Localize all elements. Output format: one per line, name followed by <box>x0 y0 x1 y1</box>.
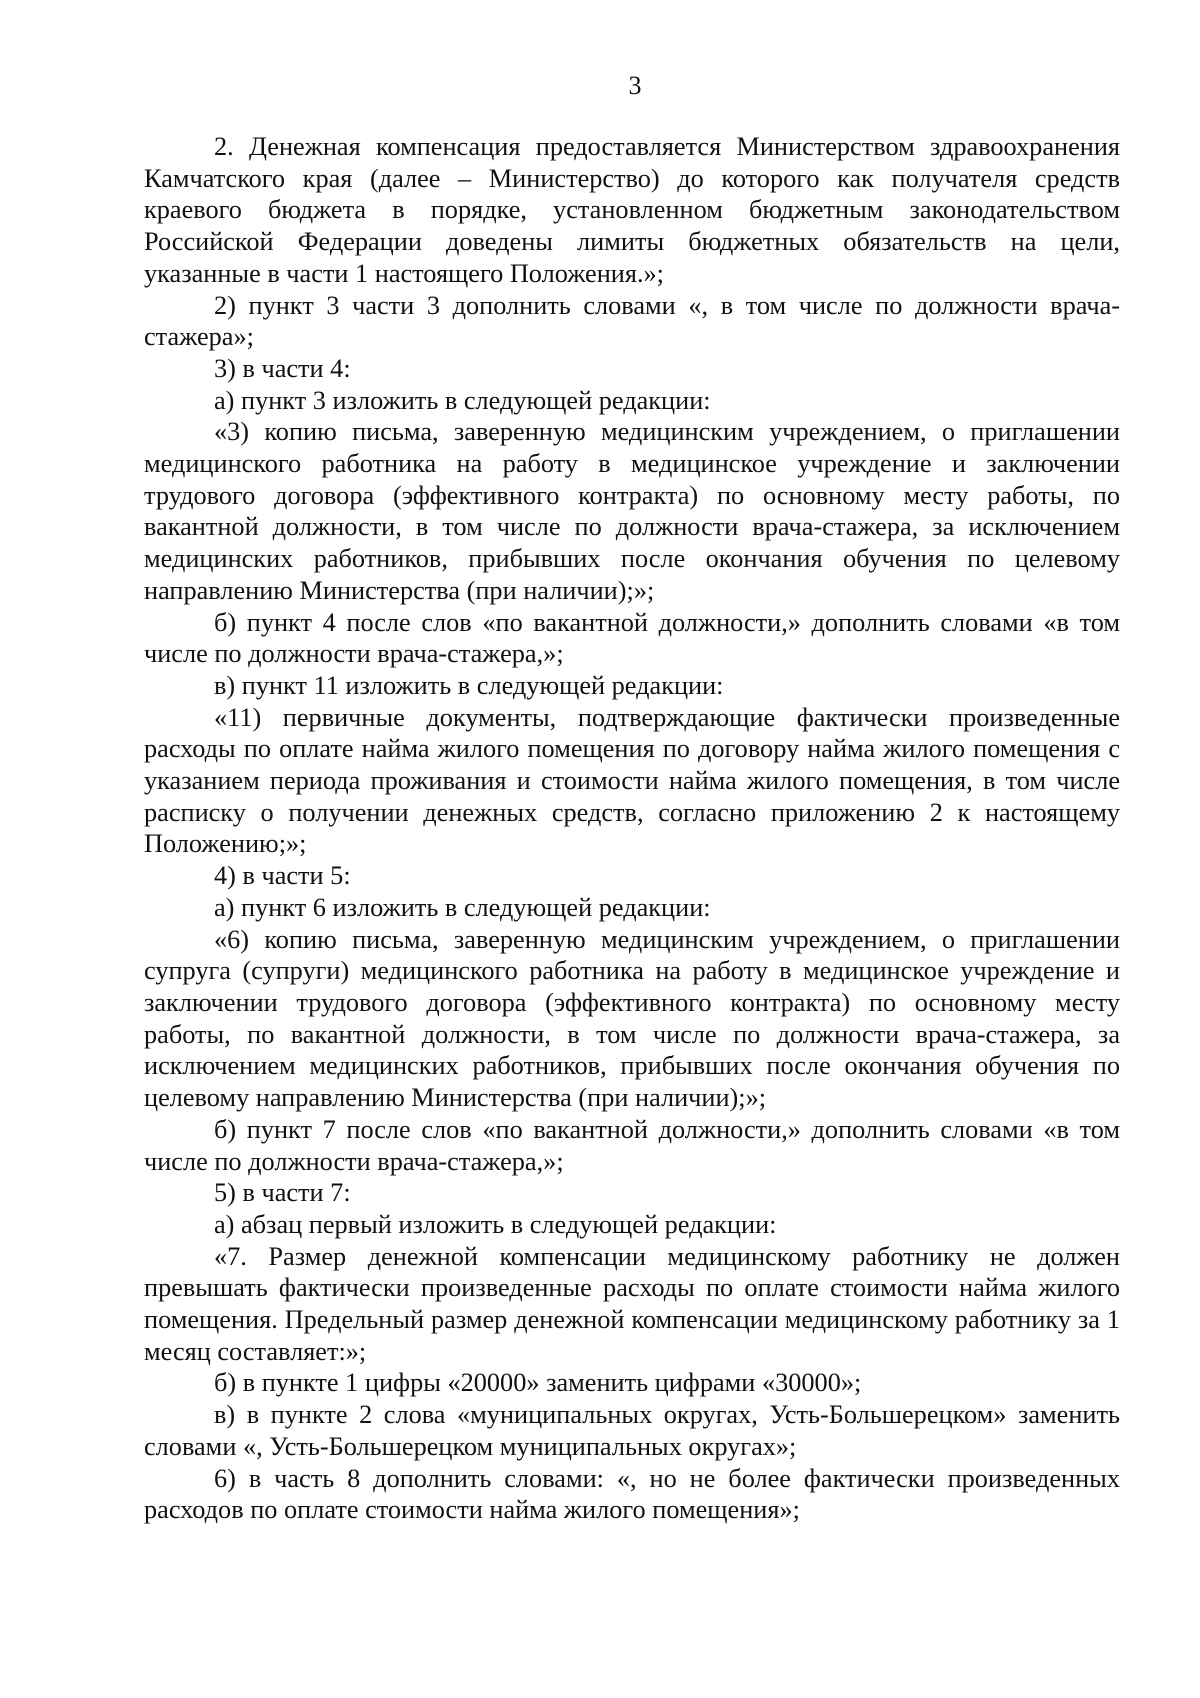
document-body <box>144 131 1120 1526</box>
paragraph: а) пункт 6 изложить в следующей редакции: <box>214 892 711 922</box>
paragraph: «11) первичные документы, подтверждающие фактически произведенные расходы по оплате найма жилого помещения по договору найма жилого помещения с указанием периода проживания и стоимости найма жилого помещения, в том числе расписку о получении денежных средств, согласно приложению 2 к настоящему Положению;»; <box>144 702 1120 859</box>
paragraph: 5) в части 7: <box>214 1178 351 1208</box>
paragraph: «7. Размер денежной компенсации медицинскому работнику не должен превышать фактически произведенные расходы по оплате стоимости найма жилого помещения. Предельный размер денежной компенсации медицинскому работнику за 1 месяц составляет:»; <box>144 1241 1120 1366</box>
paragraph: «3) копию письма, заверенную медицинским учреждением, о приглашении медицинского работника на работу в медицинское учреждение и заключении трудового договора (эффективного контракта) по основному месту работы, по вакантной должности, в том числе по должности врача-стажера, за исключением медицинских работников, прибывших после окончания обучения по целевому направлению Министерства (при наличии);»; <box>144 417 1120 605</box>
paragraph: а) абзац первый изложить в следующей редакции: <box>214 1209 777 1239</box>
paragraph: а) пункт 3 изложить в следующей редакции: <box>214 385 711 415</box>
paragraph: 2. Денежная компенсация предоставляется Министерством здравоохранения Камчатского края (далее – Министерство) до которого как получателя средств краевого бюджета в порядке, установленном бюджетным законодательством Российской Федерации доведены лимиты бюджетных обязательств на цели, указанные в части 1 настоящего Положения.»; <box>144 132 1120 288</box>
paragraph: 4) в части 5: <box>214 861 351 891</box>
page-number: 3 <box>628 71 642 100</box>
paragraph: б) в пункте 1 цифры «20000» заменить цифрами «30000»; <box>214 1368 862 1398</box>
paragraph: 6) в часть 8 дополнить словами: «, но не более фактически произведенных расходов по оплате стоимости найма жилого помещения»; <box>144 1463 1120 1525</box>
paragraph: «6) копию письма, заверенную медицинским учреждением, о приглашении супруга (супруги) медицинского работника на работу в медицинское учреждение и заключении трудового договора (эффективного контракта) по основному месту работы, по вакантной должности, в том числе по должности врача-стажера, за исключением медицинских работников, прибывших после окончания обучения по целевому направлению Министерства (при наличии);»; <box>144 924 1120 1113</box>
paragraph: 2) пункт 3 части 3 дополнить словами «, в том числе по должности врача-стажера»; <box>144 290 1120 352</box>
paragraph: б) пункт 7 после слов «по вакантной должности,» дополнить словами «в том числе по должности врача-стажера,»; <box>144 1114 1120 1176</box>
paragraph: б) пункт 4 после слов «по вакантной должности,» дополнить словами «в том числе по должности врача-стажера,»; <box>144 607 1120 669</box>
paragraph: в) в пункте 2 слова «муниципальных округах, Усть-Большерецком» заменить словами «, Усть-Большерецком муниципальных округах»; <box>144 1400 1120 1461</box>
paragraph: в) пункт 11 изложить в следующей редакции: <box>214 670 724 700</box>
paragraph: 3) в части 4: <box>214 353 351 383</box>
